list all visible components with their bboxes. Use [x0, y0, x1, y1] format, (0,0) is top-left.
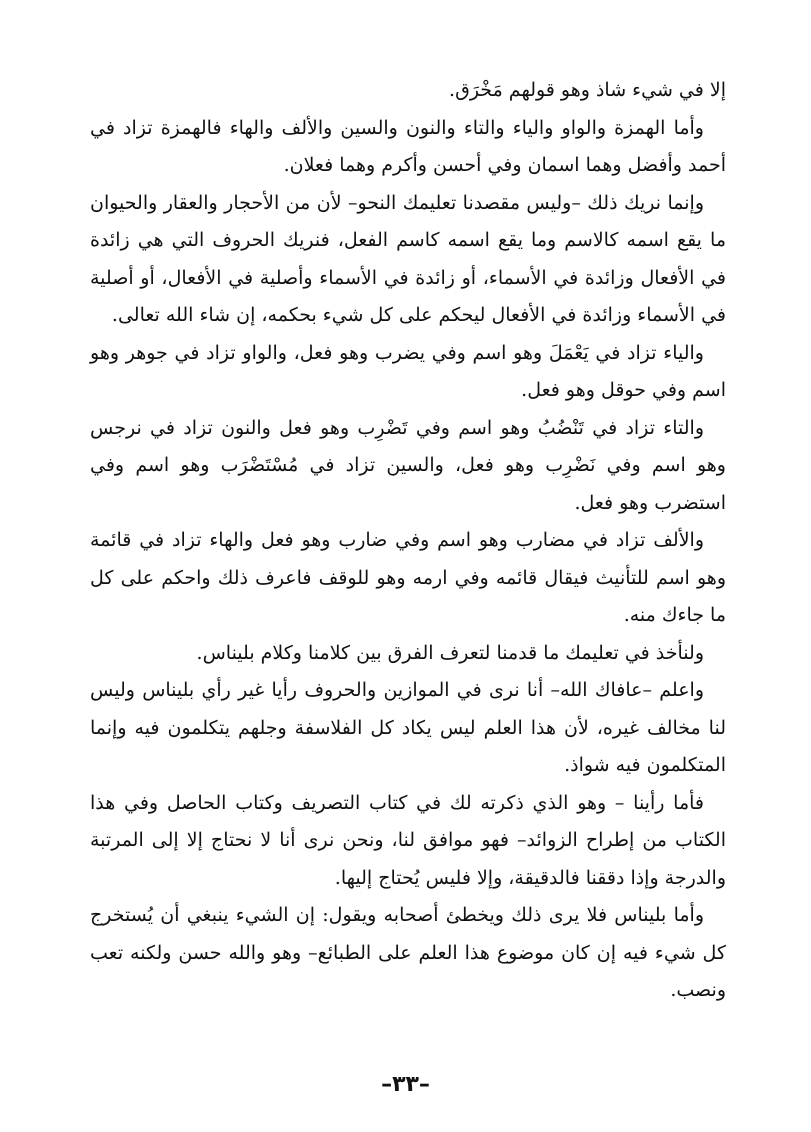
paragraph-3: وإنما نريك ذلك –وليس مقصدنا تعليمك النحو– لأن من الأحجار والعقار والحيوان ما يقع اسمه كالاسم وما يقع اسمه كاسم الفعل، فنريك الحروف التي هي زائدة في الأفعال وزائدة في الأسماء، أو زائدة في الأسماء وأصلية في الأفعال، أو أصلية في الأسماء وزائدة في الأفعال ليحكم على كل شيء بحكمه، إن شاء الله تعالى.	[90, 191, 726, 326]
paragraph-6: والألف تزاد في مضارب وهو اسم وفي ضارب وهو فعل والهاء تزاد في قائمة وهو اسم للتأنيث فيقال قائمه وفي ارمه وهو للوقف فاعرف ذلك واحكم على كل ما جاءك منه.	[90, 529, 726, 626]
main-text	[90, 72, 726, 1010]
paragraph-10: وأما بليناس فلا يرى ذلك ويخطئ أصحابه ويقول: إن الشيء ينبغي أن يُستخرج كل شيء فيه إن كان موضوع هذا العلم على الطبائع– وهو والله حسن ولكنه تعب ونصب.	[90, 904, 726, 1001]
paragraph-4: والياء تزاد في يَعْمَلَ وهو اسم وفي يضرب وهو فعل، والواو تزاد في جوهر وهو اسم وفي حوقل وهو فعل.	[90, 341, 726, 401]
paragraph-1: إلا في شيء شاذ وهو قولهم مَخْرَق.	[449, 79, 726, 101]
paragraph-2: وأما الهمزة والواو والياء والتاء والنون والسين والألف والهاء فالهمزة تزاد في أحمد وأفضل وهما اسمان وفي أحسن وأكرم وهما فعلان.	[90, 116, 726, 176]
paragraph-7: ولنأخذ في تعليمك ما قدمنا لتعرف الفرق بين كلامنا وكلام بليناس.	[196, 641, 704, 664]
page-number: –٣٣–	[381, 1072, 430, 1097]
paragraph-8: واعلم –عافاك الله– أنا نرى في الموازين والحروف رأيا غير رأي بليناس وليس لنا مخالف غيره، لأن هذا العلم ليس يكاد كل الفلاسفة وجلهم يتكلمون فيه وإنما المتكلمون فيه شواذ.	[90, 679, 726, 776]
paragraph-9: فأما رأينا – وهو الذي ذكرته لك في كتاب التصريف وكتاب الحاصل وفي هذا الكتاب من إطراح الزوائد– فهو موافق لنا، ونحن نرى أنا لا نحتاج إلا إلى المرتبة والدرجة وإذا دققنا فالدقيقة، وإلا فليس يُحتاج إليها.	[90, 791, 726, 889]
paragraph-5: والتاء تزاد في تَنْضُبُ وهو اسم وفي تَضْرِب وهو فعل والنون تزاد في نرجس وهو اسم وفي نَضْرِب وهو فعل، والسين تزاد في مُسْتَضْرَب وهو اسم وفي استضرب وهو فعل.	[90, 416, 726, 514]
